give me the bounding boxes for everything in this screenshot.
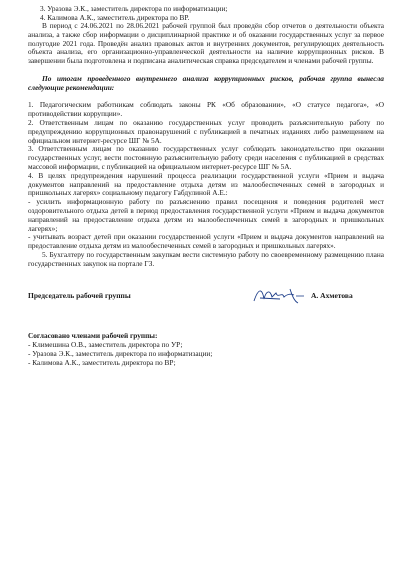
recommendation-1: 1. Педагогическим работникам соблюдать законы РК «Об образовании», «О статусе педагога», «О противодействии коррупции». — [28, 100, 384, 119]
recommendation-2: 2. Ответственным лицам по оказанию государственных услуг проводить разъяснительную работу по предупреждению коррупционных правонарушений с публикацией в печатных изданиях либо размещением на официальном интернет-ресурсе ШГ № 5А. — [28, 117, 384, 145]
approval-member: - Калимова А.К., заместитель директора по ВР; — [28, 357, 176, 367]
member-list-top — [40, 4, 384, 22]
recommendation-4-sub-1: - усилить информационную работу по разъяснению правил посещения и поведения родителей мест оздоровительного отдыха детей в период предоставления государственной услуги «Прием и выдача документов направлений на предоставление отдыха детям из малообеспеченных семей в загородных и пришкольных лагерях»; — [28, 197, 384, 233]
recommendations-heading: По итогам проведенного внутреннего анализа коррупционных рисков, рабочая группа вынесла следующие рекомендации: — [28, 73, 384, 92]
handwritten-signature — [250, 285, 306, 307]
list-item: 3. Уразова Э.К., заместитель директора по информатизации; — [40, 4, 228, 13]
chairman-name: А. Ахметова — [311, 290, 353, 300]
recommendation-4: 4. В целях предупреждения нарушений процесса реализации государственной услуги «Прием и выдача документов направлений на предоставление отдыха детям из малообеспеченных семей в загородных и пришкольных лагерях» социальному педагогу Габдулиной А.Е.: — [28, 170, 384, 198]
intro-paragraph: В период с 24.06.2021 по 28.06.2021 рабочей группой был проведён сбор отчетов о деятельности объекта анализа, а также сбор информации о дисциплинарной практике и об оказании государственных услуг за первое полугодие 2021 года. Проведён анализ правовых актов и внутренних документов, регулирующих деятельность объекта анализа, его организационно-управленческой деятельности на наличие коррупционных рисков. В завершении была подготовлена и подписана аналитическая справка председателем и членами рабочей группы. — [28, 21, 384, 66]
approval-title: Согласовано членами рабочей группы: — [28, 330, 158, 340]
chairman-role: Председатель рабочей группы — [28, 290, 131, 300]
recommendation-4-sub-2: - учитывать возраст детей при оказании государственной услуги «Прием и выдача документов направлений на предоставление отдыха детям из малообеспеченных семей в загородных и пришкольных лагерях». — [28, 232, 384, 251]
approval-member: - Климешина О.В., заместитель директора по УР; — [28, 339, 183, 349]
list-item: 4. Калимова А.К., заместитель директора по ВР. — [40, 13, 190, 22]
approval-block — [28, 331, 384, 367]
recommendation-3: 3. Ответственным лицам по оказанию государственных услуг соблюдать законодательство при оказании государственных услуг, вести постоянную разъяснительную работу среди населения с публикацией в средствах массовой информации, с публикацией на официальном интернет-ресурсе ШГ № 5А. — [28, 144, 384, 171]
recommendation-5: 5. Бухгалтеру по государственным закупкам вести системную работу по своевременному размещению плана государственных закупок на портале ГЗ. — [28, 249, 384, 268]
signature-row — [28, 287, 384, 303]
approval-member: - Уразова Э.К., заместитель директора по информатизации; — [28, 348, 213, 358]
